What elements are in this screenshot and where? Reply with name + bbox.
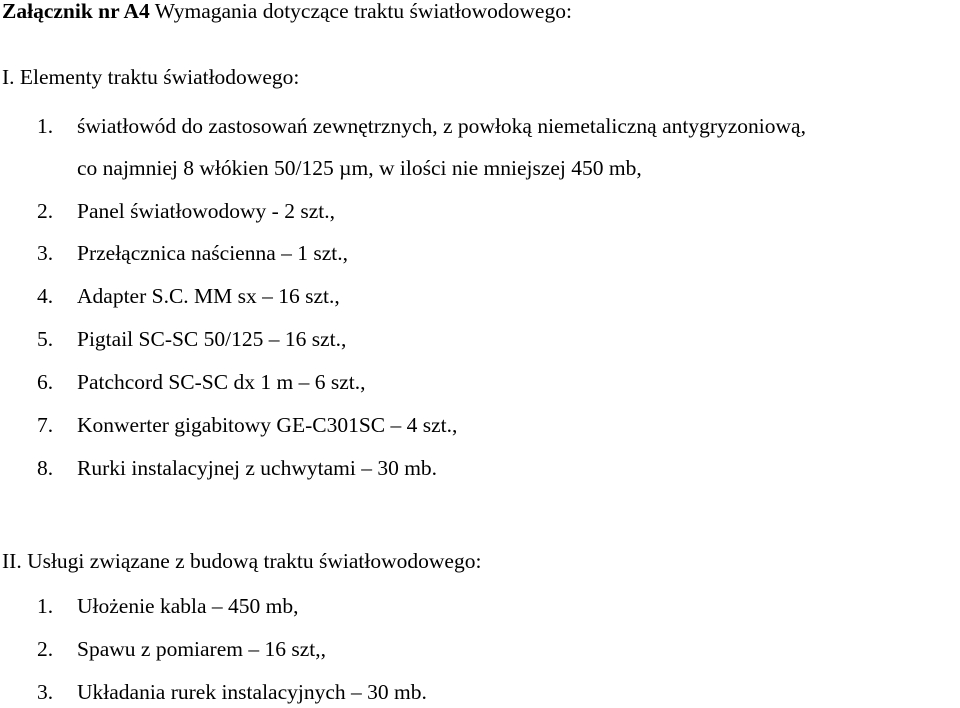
- item-number: 5.: [37, 327, 54, 351]
- item-text: Rurki instalacyjnej z uchwytami – 30 mb.: [77, 456, 438, 480]
- item-number: 1.: [37, 594, 54, 618]
- item-text: Adapter S.C. MM sx – 16 szt.,: [77, 284, 340, 308]
- item-text: Ułożenie kabla – 450 mb,: [77, 594, 299, 618]
- item-text: Konwerter gigabitowy GE-C301SC – 4 szt.,: [77, 413, 458, 437]
- item-number: 8.: [37, 456, 54, 480]
- item-number: 7.: [37, 413, 54, 437]
- item-number: 3.: [37, 241, 54, 265]
- item-number: 2.: [37, 637, 54, 661]
- item-text: Układania rurek instalacyjnych – 30 mb.: [77, 680, 427, 704]
- item-text: Przełącznica naścienna – 1 szt.,: [77, 241, 349, 265]
- title-bold: Załącznik nr A4: [2, 0, 150, 23]
- section1-heading: I. Elementy traktu światłodowego:: [2, 65, 300, 89]
- item-number: 1.: [37, 114, 54, 138]
- item-text: światłowód do zastosowań zewnętrznych, z powłoką niemetaliczną antygryzoniową,: [77, 114, 806, 138]
- item-text: Patchcord SC-SC dx 1 m – 6 szt.,: [77, 370, 366, 394]
- item-text: co najmniej 8 włókien 50/125 µm, w ilości nie mniejszej 450 mb,: [77, 156, 642, 180]
- item-number: 6.: [37, 370, 54, 394]
- item-text: Panel światłowodowy - 2 szt.,: [77, 199, 335, 223]
- item-number: 3.: [37, 680, 54, 704]
- item-text: Pigtail SC-SC 50/125 – 16 szt.,: [77, 327, 347, 351]
- item-text: Spawu z pomiarem – 16 szt,,: [77, 637, 326, 661]
- title-rest: Wymagania dotyczące traktu światłowodowego:: [149, 0, 572, 23]
- section2-heading: II. Usługi związane z budową traktu światłowodowego:: [2, 549, 482, 573]
- page-title: [2, 0, 572, 24]
- item-number: 2.: [37, 199, 54, 223]
- item-number: 4.: [37, 284, 54, 308]
